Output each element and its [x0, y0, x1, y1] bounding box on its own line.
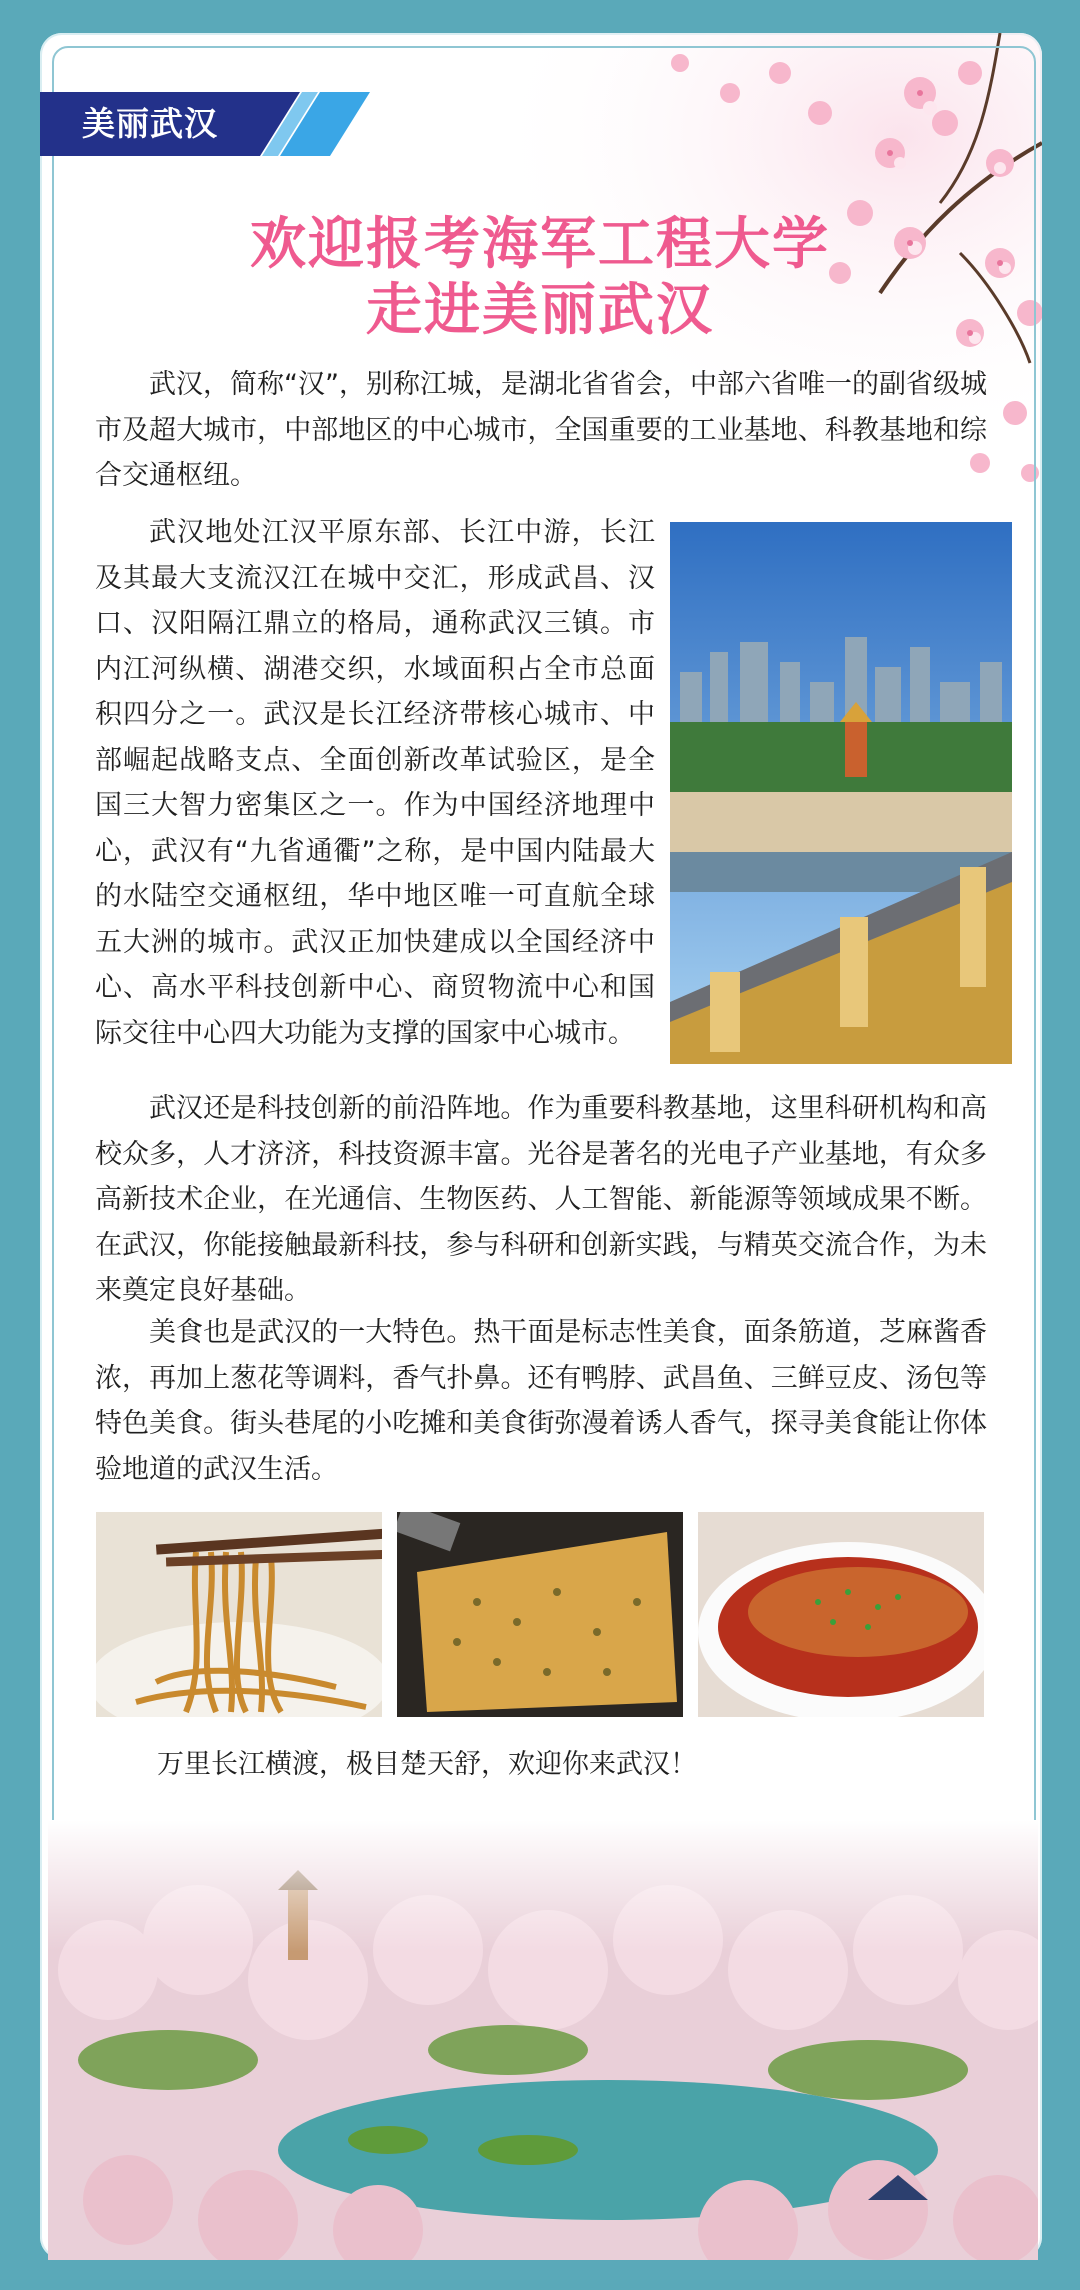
food-paragraph: 美食也是武汉的一大特色。热干面是标志性美食，面条筋道，芝麻酱香浓，再加上葱花等调料，香气扑鼻。还有鸭脖、武昌鱼、三鲜豆皮、汤包等特色美食。街头巷尾的小吃摊和美食街弥漫着诱人香气，探寻美食能让你体验地道的武汉生活。 [95, 1317, 987, 1485]
hot-dry-noodles-photo [96, 1512, 382, 1717]
cherry-blossom-park-photo [48, 1820, 1038, 2260]
technology-paragraph: 武汉还是科技创新的前沿阵地。作为重要科教基地，这里科研机构和高校众多，人才济济，科技资源丰富。光谷是著名的光电子产业基地，有众多高新技术企业，在光通信、生物医药、人工智能、新能源等领域成果不断。在武汉，你能接触最新科技，参与科研和创新实践，与精英交流合作，为未来奠定良好基础。 [95, 1093, 987, 1306]
geography-paragraph: 武汉地处江汉平原东部、长江中游，长江及其最大支流汉江在城中交汇，形成武昌、汉口、汉阳隔江鼎立的格局，通称武汉三镇。市内江河纵横、湖港交织，水域面积占全市总面积四分之一。武汉是长江经济带核心城市、中部崛起战略支点、全面创新改革试验区，是全国三大智力密集区之一。作为中国经济地理中心，武汉有“九省通衢”之称，是中国内陆最大的水陆空交通枢纽，华中地区唯一可直航全球五大洲的城市。武汉正加快建成以全国经济中心、高水平科技创新中心、商贸物流中心和国际交往中心四大功能为支撑的国家中心城市。 [95, 517, 655, 1049]
intro-paragraph: 武汉，简称“汉”，别称江城，是湖北省省会，中部六省唯一的副省级城市及超大城市，中部地区的中心城市，全国重要的工业基地、科教基地和综合交通枢纽。 [95, 369, 987, 491]
page-title-line2: 走进美丽武汉 [366, 277, 714, 343]
doupi-photo [397, 1512, 683, 1717]
wuchang-fish-photo [698, 1512, 984, 1717]
closing-line: 万里长江横渡，极目楚天舒，欢迎你来武汉！ [157, 1749, 697, 1780]
section-tag-label: 美丽武汉 [82, 104, 218, 143]
wuhan-city-photo [670, 522, 1012, 1064]
page-title-line1: 欢迎报考海军工程大学 [250, 211, 830, 277]
